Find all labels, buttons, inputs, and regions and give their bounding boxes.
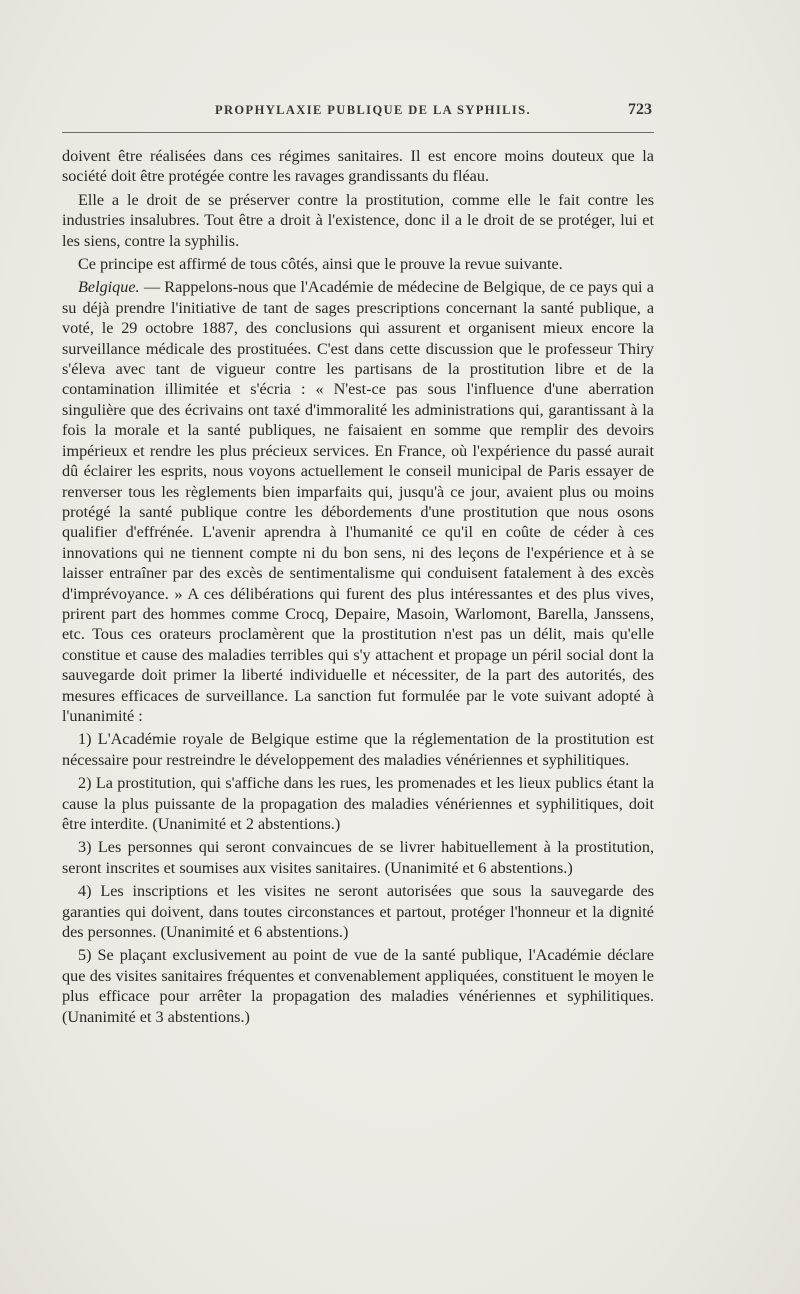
paragraph: doivent être réalisées dans ces régimes sanitaires. Il est encore moins douteux que la société doit être protégée contre les ravages grandissants du fléau. — [62, 147, 654, 186]
resolution-item: 2) La prostitution, qui s'affiche dans les rues, les promenades et les lieux publics étant la cause la plus puissante de la propagation des maladies vénériennes et syphilitiques, doit être interdite. (Unanimité et 2 abstentions.) — [62, 774, 654, 833]
running-head — [62, 103, 654, 123]
running-title: PROPHYLAXIE PUBLIQUE DE LA SYPHILIS. — [214, 103, 532, 117]
resolution-item: 3) Les personnes qui seront convaincues de se livrer habituellement à la prostitution, seront inscrites et soumises aux visites sanitaires. (Unanimité et 6 abstentions.) — [62, 838, 654, 877]
paragraph: Ce principe est affirmé de tous côtés, ainsi que le prouve la revue suivante. — [78, 255, 563, 274]
section-lead: Belgique. — [78, 278, 140, 297]
paragraph: Elle a le droit de se préserver contre la prostitution, comme elle le fait contre les industries insalubres. Tout être a droit à l'existence, donc il a le droit de se protéger, lui et les siens, contre la syphilis. — [62, 190, 654, 250]
resolution-item: 4) Les inscriptions et les visites ne seront autorisées que sous la sauvegarde des garanties qui doivent, dans toutes circonstances et partout, protéger l'honneur et la dignité des personnes. (Unanimité et 6 abstentions.) — [62, 882, 654, 942]
resolution-item: 5) Se plaçant exclusivement au point de vue de la santé publique, l'Académie déclare que des visites sanitaires fréquentes et convenablement appliquées, constituent le moyen le plus efficace pour arrêter la propagation des maladies vénériennes et syphilitiques. (Unanimité et 3 abstentions.) — [62, 946, 654, 1026]
resolution-item: 1) L'Académie royale de Belgique estime que la réglementation de la prostitution est nécessaire pour restreindre le développement des maladies vénériennes et syphilitiques. — [62, 730, 654, 769]
body-text — [62, 146, 654, 1027]
paragraph-belgique — [62, 277, 654, 726]
header-rule — [62, 132, 654, 133]
paragraph-text: — Rappelons-nous que l'Académie de médecine de Belgique, de ce pays qui a su déjà prendre l'initiative de tant de sages prescriptions concernant la santé publique, a voté, le 29 octobre 1887, des conclusions qui assurent et organisent mieux encore la surveillance médicale des prostituées. C'est dans cette discussion que le professeur Thiry s'éleva avec tant de vigueur contre les partisans de la prostitution libre et de la contamination illimitée et s'écria : « N'est-ce pas sous l'influence d'une aberration singulière que des écrivains ont taxé d'immoralité les administrations qui, garantissant à la fois la morale et la santé publiques, ne faisaient en somme que remplir des devoirs impérieux et rendre les plus précieux services. En France, où l'expérience du passé aurait dû éclairer les esprits, nous voyons actuellement le conseil municipal de Paris essayer de renverser tous les règlements bien imparfaits qui, jusqu'à ce jour, avaient plus ou moins protégé la santé publique contre les débordements d'une prostitution que nous osons qualifier d'effrénée. L'avenir aprendra à l'humanité ce qu'il en coûte de céder à ces innovations qui ne tiennent compte ni du bon sens, ni des leçons de l'expérience et à se laisser entraîner par des excès de sentimentalisme qui conduisent fatalement à des excès d'imprévoyance. » A ces délibérations qui furent des plus intéressantes et des plus vives, prirent part des hommes comme Crocq, Depaire, Masoin, Warlomont, Barella, Janssens, etc. Tous ces orateurs proclamèrent que la prostitution n'est pas un délit, mais qu'elle constitue et cause des maladies terribles qui s'y attachent et propage un péril social dont la sauvegarde doit primer la liberté individuelle et nécessiter, de la part des autorités, des mesures efficaces de surveillance. La sanction fut formulée par le vote suivant adopté à l'unanimité : — [62, 278, 654, 725]
page-number: 723 — [628, 101, 652, 118]
